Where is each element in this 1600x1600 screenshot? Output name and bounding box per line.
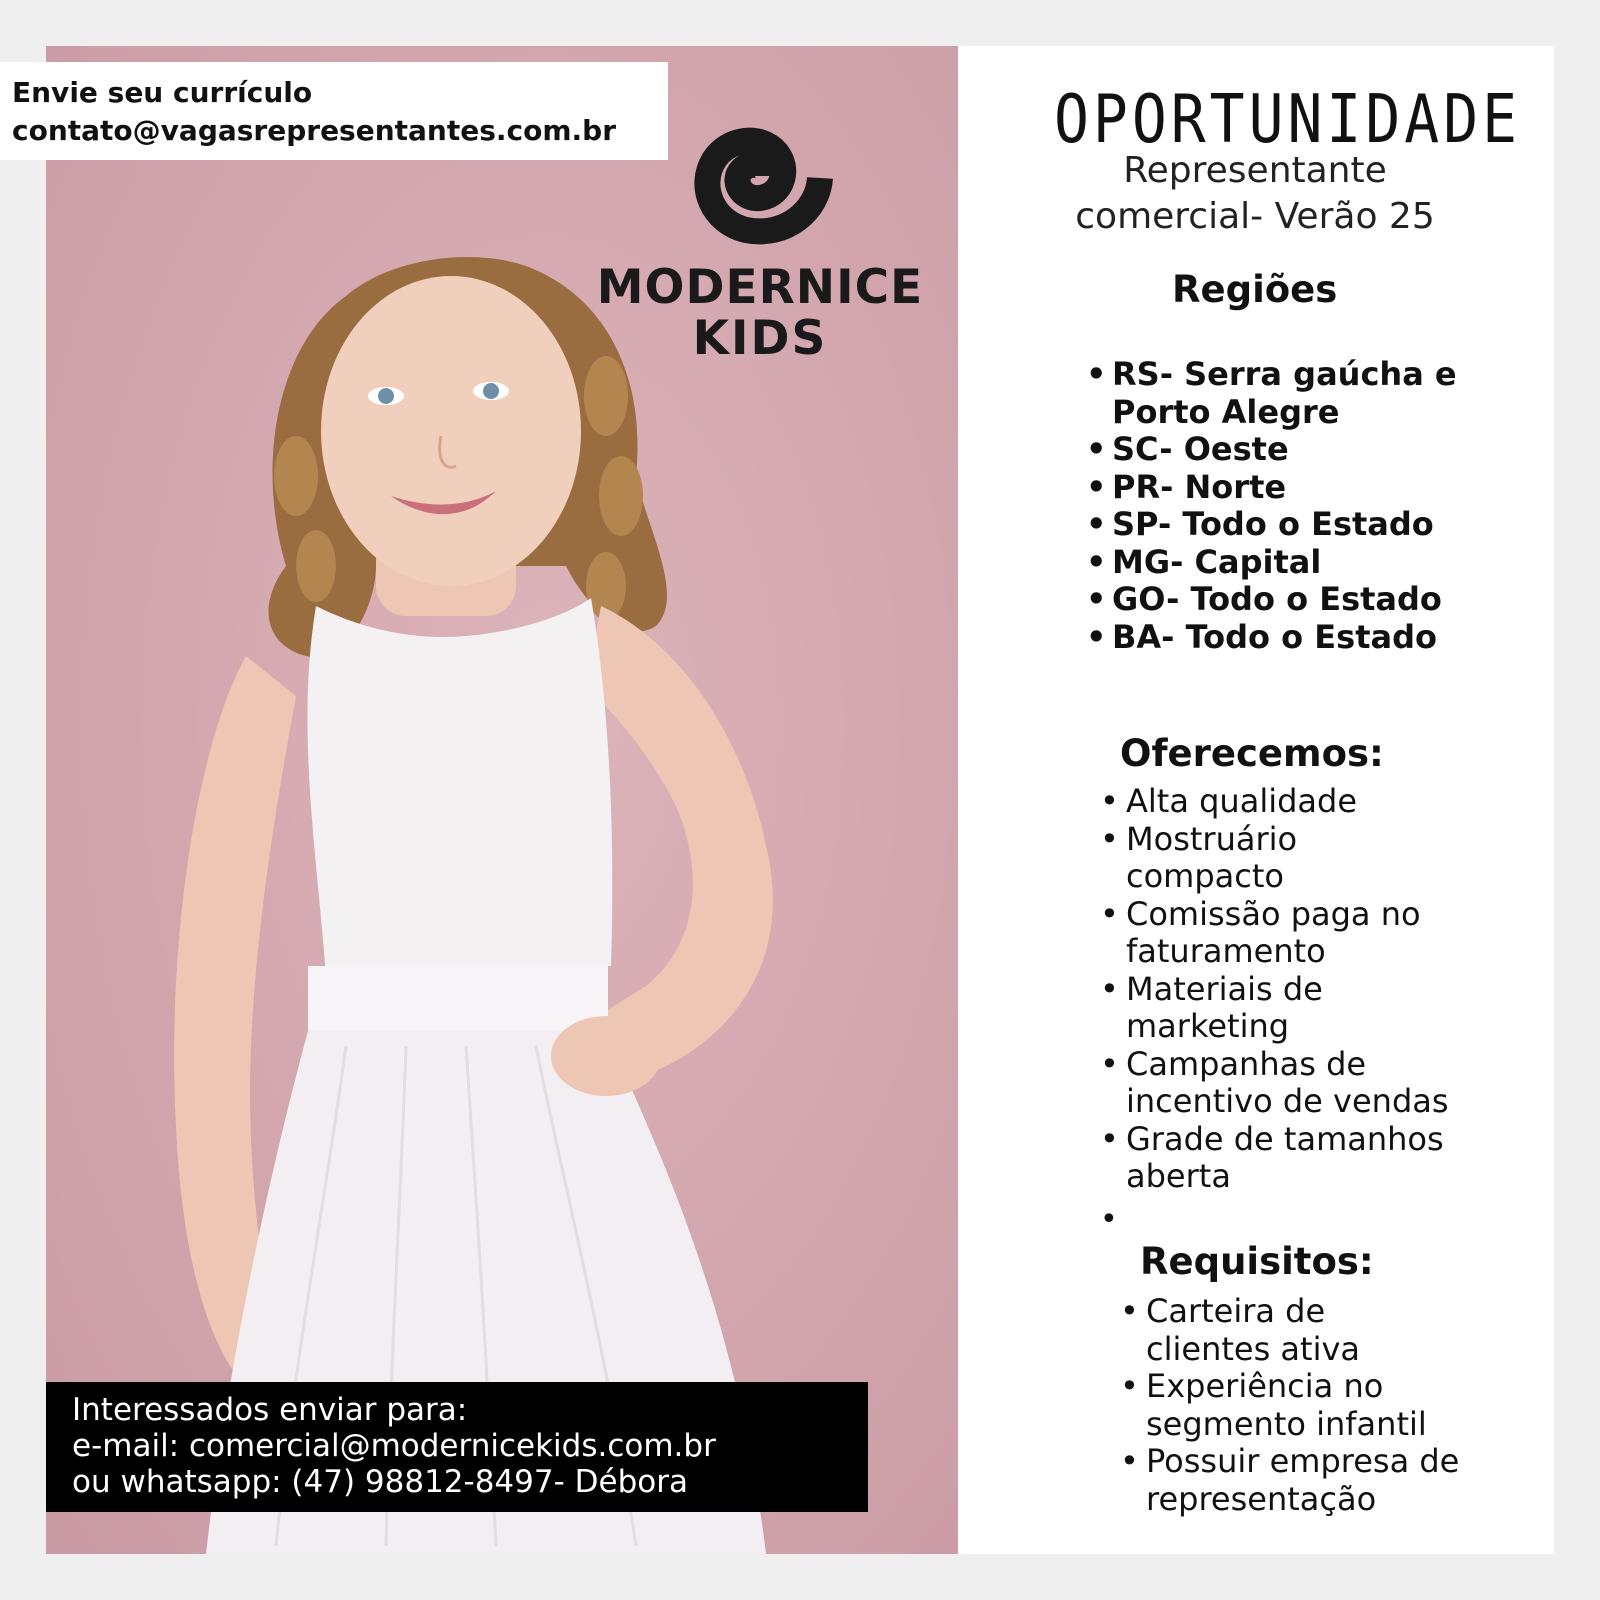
list-item: • Mostruário compacto [1096, 821, 1386, 896]
list-item: • PR- Norte [1082, 469, 1482, 507]
empty-bullet: • [1100, 1202, 1118, 1237]
list-item: • SP- Todo o Estado [1082, 506, 1482, 544]
regions-title: Regiões [1172, 268, 1338, 311]
list-item: • RS- Serra gaúcha e Porto Alegre [1082, 356, 1482, 431]
list-item: • Carteira de clientes ativa [1116, 1293, 1406, 1368]
list-item: • SC- Oeste [1082, 431, 1482, 469]
dress-bodice [307, 598, 612, 976]
list-item: • Campanhas de incentivo de vendas [1096, 1046, 1486, 1121]
offers-title: Oferecemos: [1120, 732, 1384, 775]
list-item: • MG- Capital [1082, 544, 1482, 582]
email-callout-title: Envie seu currículo [12, 76, 313, 109]
subtitle [1040, 148, 1470, 240]
brand-name-line1: MODERNICE [596, 260, 924, 315]
subtitle-line1: Representante [1123, 150, 1387, 191]
dress-waistband [308, 966, 608, 1036]
face [321, 276, 581, 586]
regions-list [1082, 356, 1482, 656]
spiral-logo-icon [668, 98, 848, 258]
subtitle-line2: comercial- Verão 25 [1075, 196, 1435, 237]
requirements-title: Requisitos: [1140, 1240, 1374, 1283]
list-item: • Experiência no segmento infantil [1116, 1368, 1486, 1443]
email-callout-address[interactable]: contato@vagasrepresentantes.com.br [12, 114, 617, 147]
contact-box [46, 1382, 868, 1512]
list-item: • Grade de tamanhos aberta [1096, 1121, 1486, 1196]
contact-line-email[interactable]: e-mail: comercial@modernicekids.com.br [72, 1428, 716, 1464]
contact-line-intro: Interessados enviar para: [72, 1392, 468, 1428]
requirements-list [1116, 1293, 1516, 1518]
email-callout [0, 62, 668, 160]
list-item: • Possuir empresa de representação [1116, 1443, 1516, 1518]
list-item: • BA- Todo o Estado [1082, 619, 1482, 657]
list-item: • Materiais de marketing [1096, 971, 1386, 1046]
brand-logo-text [590, 262, 930, 364]
offers-list [1096, 783, 1496, 1196]
list-item: • Alta qualidade [1096, 783, 1496, 821]
list-item: • Comissão paga no faturamento [1096, 896, 1486, 971]
contact-line-whatsapp[interactable]: ou whatsapp: (47) 98812-8497- Débora [72, 1464, 688, 1500]
right-hand [551, 1016, 661, 1096]
list-item: • GO- Todo o Estado [1082, 581, 1482, 619]
headline: OPORTUNIDADE [1054, 80, 1522, 159]
brand-name-line2: KIDS [692, 311, 828, 366]
